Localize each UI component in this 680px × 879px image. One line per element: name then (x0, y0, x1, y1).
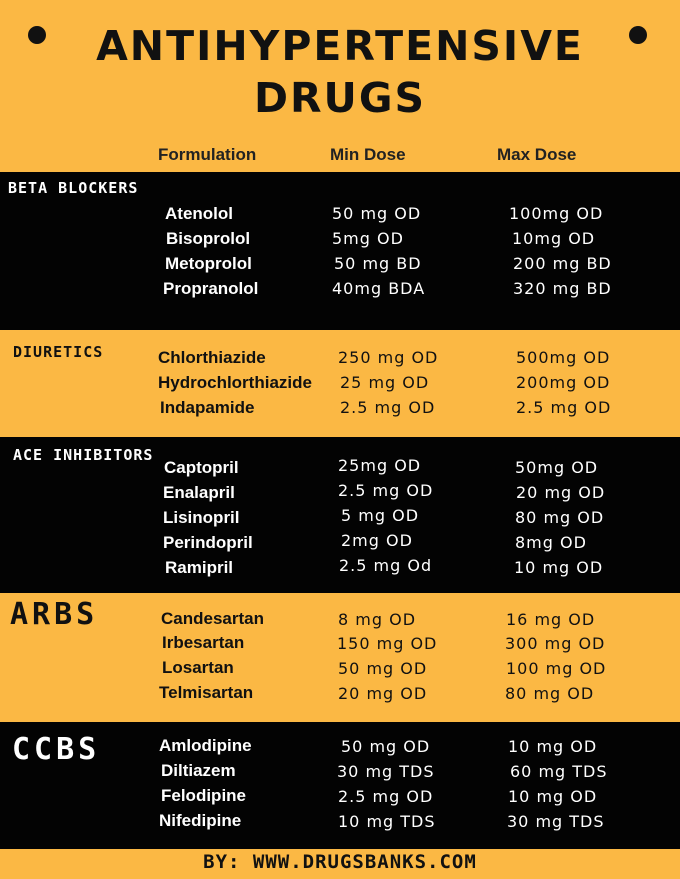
header-formulation: Formulation (158, 145, 257, 164)
table-row (0, 508, 680, 533)
table-row (0, 811, 680, 836)
min-dose: 10 mg TDS (338, 812, 436, 831)
min-dose: 2.5 mg Od (339, 556, 433, 575)
max-dose: 100mg OD (509, 204, 604, 223)
max-dose: 10 mg OD (508, 787, 598, 806)
table-row (0, 279, 680, 304)
title-line-1: ANTIHYPERTENSIVE (96, 22, 584, 70)
min-dose: 50 mg OD (341, 737, 431, 756)
min-dose: 8 mg OD (338, 610, 417, 629)
section-beta-blockers (0, 172, 680, 330)
max-dose: 10 mg OD (508, 737, 598, 756)
table-row (0, 609, 680, 634)
drug-name: Diltiazem (161, 761, 236, 780)
title-line-2: DRUGS (253, 74, 427, 122)
max-dose: 60 mg TDS (510, 762, 608, 781)
max-dose: 200 mg BD (513, 254, 612, 273)
max-dose: 10mg OD (512, 229, 596, 248)
table-row (0, 373, 680, 398)
table-row (0, 348, 680, 373)
max-dose: 300 mg OD (505, 634, 606, 653)
min-dose: 2.5 mg OD (338, 481, 434, 500)
max-dose: 80 mg OD (505, 684, 595, 703)
table-row (0, 683, 680, 708)
table-row (0, 633, 680, 658)
drug-name: Captopril (164, 458, 239, 477)
max-dose: 80 mg OD (515, 508, 605, 527)
drug-name: Amlodipine (159, 736, 252, 755)
footer-credit: BY: WWW.DRUGSBANKS.COM (203, 851, 477, 873)
category-label: CCBS (12, 732, 101, 767)
drug-name: Felodipine (161, 786, 246, 805)
drug-name: Ramipril (165, 558, 234, 577)
drug-name: Lisinopril (163, 508, 240, 527)
max-dose: 200mg OD (516, 373, 611, 392)
max-dose: 50mg OD (515, 458, 599, 477)
max-dose: 20 mg OD (516, 483, 606, 502)
category-label: ACE INHIBITORS (13, 446, 154, 464)
min-dose: 30 mg TDS (337, 762, 435, 781)
min-dose: 150 mg OD (337, 634, 438, 653)
table-row (0, 558, 680, 583)
max-dose: 16 mg OD (506, 610, 596, 629)
drug-name: Atenolol (165, 204, 233, 223)
max-dose: 10 mg OD (514, 558, 604, 577)
min-dose: 50 mg BD (334, 254, 422, 273)
table-row (0, 786, 680, 811)
drug-name: Irbesartan (162, 633, 245, 652)
header-min-dose: Min Dose (330, 145, 406, 164)
column-headers (0, 145, 680, 169)
min-dose: 2.5 mg OD (340, 398, 436, 417)
drug-name: Chlorthiazide (158, 348, 266, 367)
header-max-dose: Max Dose (497, 145, 577, 164)
min-dose: 50 mg OD (332, 204, 422, 223)
category-label: BETA BLOCKERS (8, 179, 139, 197)
section-ace-inhibitors (0, 437, 680, 593)
drug-name: Hydrochlorthiazide (158, 373, 312, 392)
category-label: ARBS (10, 597, 99, 632)
table-row (0, 398, 680, 423)
table-row (0, 761, 680, 786)
min-dose: 50 mg OD (338, 659, 428, 678)
min-dose: 20 mg OD (338, 684, 428, 703)
max-dose: 2.5 mg OD (516, 398, 612, 417)
page-title (0, 20, 680, 124)
min-dose: 25mg OD (338, 456, 422, 475)
max-dose: 320 mg BD (513, 279, 612, 298)
max-dose: 100 mg OD (506, 659, 607, 678)
table-row (0, 229, 680, 254)
table-row (0, 658, 680, 683)
min-dose: 25 mg OD (340, 373, 430, 392)
drug-name: Metoprolol (165, 254, 252, 273)
min-dose: 2mg OD (341, 531, 413, 550)
min-dose: 40mg BDA (332, 279, 426, 298)
drug-name: Propranolol (163, 279, 259, 298)
min-dose: 2.5 mg OD (338, 787, 434, 806)
max-dose: 30 mg TDS (507, 812, 605, 831)
table-row (0, 458, 680, 483)
section-diuretics (0, 330, 680, 437)
min-dose: 250 mg OD (338, 348, 439, 367)
section-ccbs (0, 722, 680, 849)
drug-name: Indapamide (160, 398, 255, 417)
table-row (0, 736, 680, 761)
table-row (0, 204, 680, 229)
min-dose: 5mg OD (332, 229, 404, 248)
table-row (0, 254, 680, 279)
drug-name: Enalapril (163, 483, 235, 502)
section-arbs (0, 593, 680, 722)
drug-name: Telmisartan (159, 683, 254, 702)
drug-name: Candesartan (161, 609, 264, 628)
max-dose: 8mg OD (515, 533, 587, 552)
category-label: DIURETICS (13, 343, 104, 361)
min-dose: 5 mg OD (341, 506, 420, 525)
table-row (0, 483, 680, 508)
max-dose: 500mg OD (516, 348, 611, 367)
drug-name: Bisoprolol (166, 229, 251, 248)
table-row (0, 533, 680, 558)
drug-name: Nifedipine (159, 811, 242, 830)
drug-name: Perindopril (163, 533, 253, 552)
drug-name: Losartan (162, 658, 234, 677)
